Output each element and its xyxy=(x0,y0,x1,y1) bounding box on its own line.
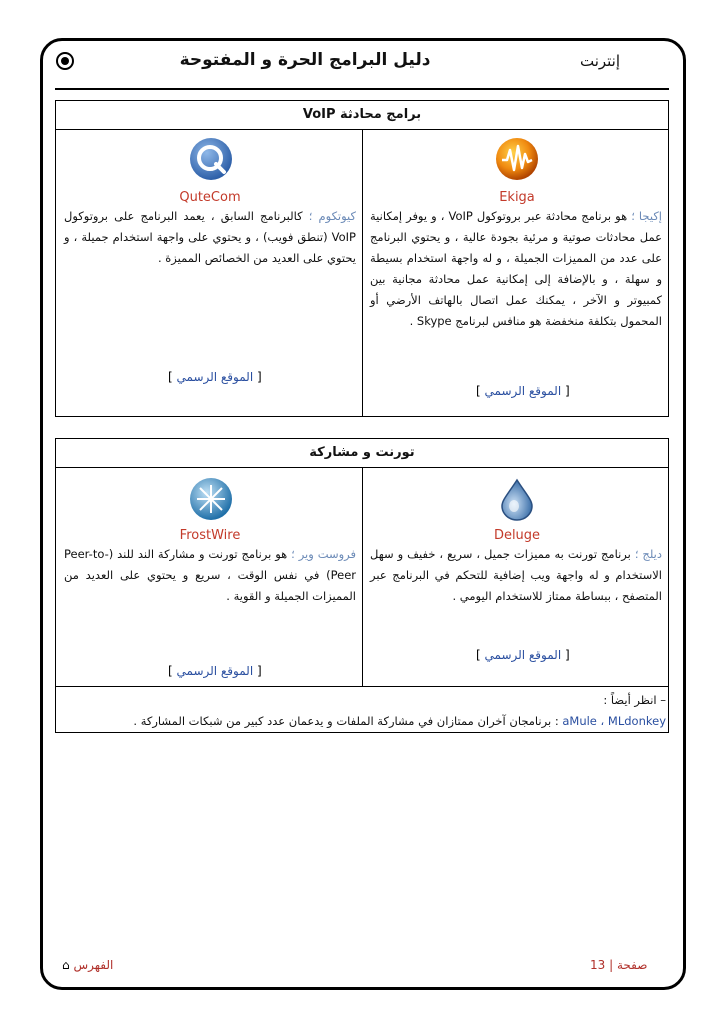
section-title-torrent: تورنت و مشاركة xyxy=(55,438,669,468)
frostwire-logo-icon xyxy=(188,476,234,522)
see-also-line xyxy=(62,711,666,732)
box-border xyxy=(55,686,669,687)
deluge-name: Deluge xyxy=(493,528,541,543)
ekiga-official-site-link[interactable]: [ الموقع الرسمي ] xyxy=(476,384,570,398)
see-also-text: : برنامجان آخران ممتازان في مشاركة الملفات و يدعمان عدد كبير من شبكات المشاركة . xyxy=(133,714,559,728)
frostwire-official-site-link[interactable]: [ الموقع الرسمي ] xyxy=(168,664,262,678)
qutecom-description xyxy=(64,206,356,269)
section-title-voip: برامج محادثة VoIP xyxy=(55,100,669,130)
deluge-lead: ديلج ؛ xyxy=(634,547,662,561)
box-border xyxy=(668,130,669,416)
book-title: دليل البرامج الحرة و المفتوحة xyxy=(179,50,431,70)
frostwire-description xyxy=(64,544,356,607)
deluge-official-site-link[interactable]: [ الموقع الرسمي ] xyxy=(476,648,570,662)
qutecom-logo-icon xyxy=(188,136,234,182)
ekiga-lead: إكيجا ؛ xyxy=(631,209,662,223)
ekiga-link-label: الموقع الرسمي xyxy=(484,384,562,398)
column-divider xyxy=(362,468,363,686)
frostwire-lead: فروست وير ؛ xyxy=(291,547,357,561)
page-frame xyxy=(40,38,686,990)
ekiga-description xyxy=(370,206,662,332)
frostwire-name: FrostWire xyxy=(179,528,241,543)
header-bullet-icon xyxy=(56,52,74,70)
index-link[interactable] xyxy=(62,958,113,972)
frostwire-link-label: الموقع الرسمي xyxy=(176,664,254,678)
column-divider xyxy=(362,130,363,416)
ekiga-name: Ekiga xyxy=(499,190,535,205)
see-also-heading: – انظر أيضاً : xyxy=(603,693,666,707)
box-border xyxy=(55,130,56,416)
page-header xyxy=(40,38,686,88)
frostwire-text: هو برنامج تورنت و مشاركة الند للند (Peer-to-Peer) في نفس الوقت ، سريع و يحتوي على العديد من المميزات الجميلة و القوية . xyxy=(64,547,356,603)
deluge-link-label: الموقع الرسمي xyxy=(484,648,562,662)
see-also xyxy=(62,690,666,732)
header-divider xyxy=(55,88,669,90)
qutecom-official-site-link[interactable]: [ الموقع الرسمي ] xyxy=(168,370,262,384)
section-name: إنترنت xyxy=(579,52,621,70)
box-border xyxy=(55,468,56,732)
box-border xyxy=(55,416,669,417)
qutecom-text: كالبرنامج السابق ، يعمد البرنامج على بروتوكول VoIP (تنطق فويب) ، و يحتوي على واجهة استخدام جميلة ، و يحتوي على العديد من الخصائص المميزة . xyxy=(64,209,356,265)
home-icon: ⌂ xyxy=(62,958,70,972)
deluge-description xyxy=(370,544,662,607)
see-also-apps[interactable]: aMule ، MLdonkey xyxy=(562,714,666,728)
ekiga-logo-icon xyxy=(494,136,540,182)
page-number: صفحة | 13 xyxy=(590,958,648,972)
deluge-text: برنامج تورنت به مميزات جميل ، سريع ، خفيف و سهل الاستخدام و له واجهة ويب إضافية للتحكم في البرنامج عبر المتصفح ، ببساطة ممتاز للاستخدام اليومي . xyxy=(370,547,662,603)
qutecom-name: QuteCom xyxy=(179,190,241,205)
qutecom-lead: كيوتكوم ؛ xyxy=(308,209,357,223)
box-border xyxy=(55,732,669,733)
index-label: الفهرس xyxy=(73,958,114,972)
box-border xyxy=(668,468,669,732)
deluge-logo-icon xyxy=(494,476,540,522)
ekiga-text: هو برنامج محادثة عبر بروتوكول VoIP ، و يوفر إمكانية عمل محادثات صوتية و مرئية بجودة عالية ، و يحتوي البرنامج على عدد من المميزات الجميلة ، و له واجهة استخدام بسيطة و سهلة ، و بالإضافة إلى إمكانية عمل محادثة مجانية بين كمبيوتر و الآخر ، يمكنك عمل اتصال بالهاتف الأرضي أو المحمول بتكلفة منخفضة هو منافس لبرنامج Skype . xyxy=(370,209,662,328)
qutecom-link-label: الموقع الرسمي xyxy=(176,370,254,384)
